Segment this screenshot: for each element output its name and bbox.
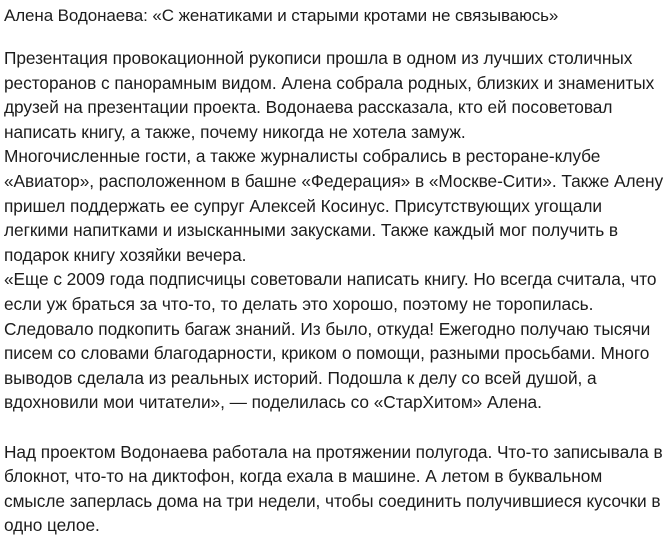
text-line: смысле заперлась дома на три недели, чтобы соединить получившиеся кусочки в (4, 490, 661, 511)
text-line: «Авиатор», расположенном в башне «Федерация» в «Москве-Сити». Также Алену (4, 170, 664, 191)
text-line: написать книгу, а также, почему никогда не хотела замуж. (4, 121, 466, 142)
text-line: Следовало подкопить багаж знаний. Из было, откуда! Ежегодно получаю тысячи (4, 318, 651, 339)
text-line: Презентация провокационной рукописи прошла в одном из лучших столичных (4, 48, 633, 68)
paragraph-presentation (4, 46, 668, 144)
text-line: Многочисленные гости, а также журналисты собрались в ресторане-клубе (4, 146, 601, 167)
article-body (4, 46, 668, 538)
text-line: Над проектом Водонаева работала на протяжении полугода. Что-то записывала в (4, 441, 663, 462)
text-line: легкими напитками и изысканными закусками. Также каждый мог получить в (4, 220, 619, 241)
text-line: вдохновили мои читатели», — поделилась со «СтарХитом» Алена. (4, 392, 542, 413)
text-line: друзей на презентации проекта. Водонаева рассказала, кто ей посоветовал (4, 97, 613, 118)
paragraph-gap (4, 415, 668, 440)
paragraph-guests (4, 144, 668, 267)
article-headline: Алена Водонаева: «С женатиками и старыми кротами не связываюсь» (4, 6, 559, 25)
text-line: если уж браться за что-то, то делать это хорошо, поэтому не торопилась. (4, 293, 594, 314)
text-line: писем со словами благодарности, криком о помощи, разными просьбами. Много (4, 343, 650, 364)
article (4, 4, 668, 538)
text-line: «Еще с 2009 года подписчицы советовали написать книгу. Но всегда считала, что (4, 269, 657, 290)
text-line: ресторанов с панорамным видом. Алена собрала родных, близких и знаменитых (4, 72, 655, 93)
paragraph-quote (4, 267, 668, 415)
text-line: одно целое. (4, 515, 100, 536)
text-line: подарок книгу хозяйки вечера. (4, 244, 247, 265)
text-line: пришел поддержать ее супруг Алексей Косинус. Присутствующих угощали (4, 195, 602, 216)
text-line: выводов сделала из реальных историй. Подошла к делу со всей душой, а (4, 367, 597, 388)
paragraph-work (4, 440, 668, 538)
text-line: блокнот, что-то на диктофон, когда ехала в машине. А летом в буквальном (4, 466, 603, 487)
